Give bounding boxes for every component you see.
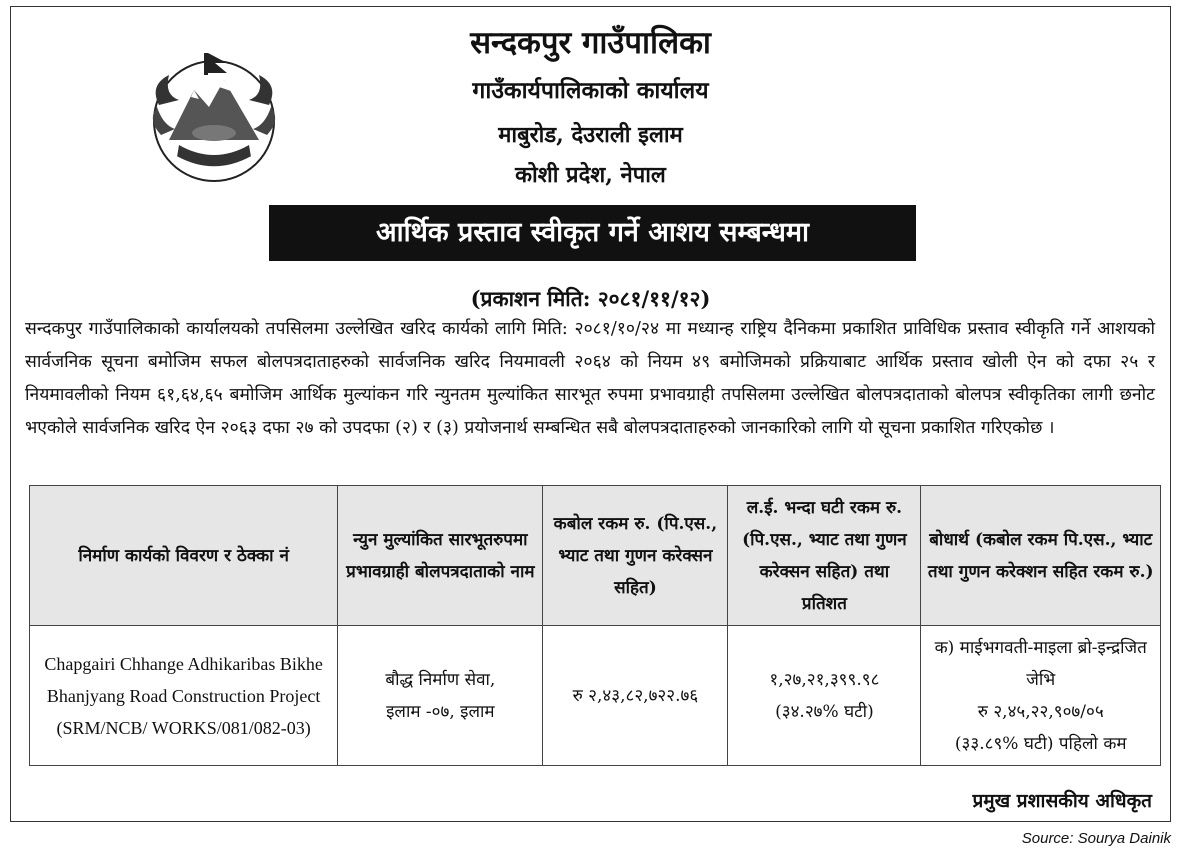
office-name: गाउँकार्यपालिकाको कार्यालय xyxy=(472,77,709,104)
cell-bidder-name: बौद्ध निर्माण सेवा, इलाम -०७, इलाम xyxy=(338,626,543,766)
notice-title: आर्थिक प्रस्ताव स्वीकृत गर्ने आशय सम्बन्धमा xyxy=(269,205,916,261)
table-header-row xyxy=(30,486,1161,626)
table-row xyxy=(30,626,1161,766)
signature-title: प्रमुख प्रशासकीय अधिकृत xyxy=(972,790,1152,812)
cell-below-estimate: १,२७,२१,३९९.९८ (३४.२७% घटी) xyxy=(728,626,921,766)
cell-bid-amount: रु २,४३,८२,७२२.७६ xyxy=(543,626,728,766)
office-address: माबुरोड, देउराली इलाम xyxy=(498,122,683,148)
header-cc: बोधार्थ (कबोल रकम पि.एस., भ्याट तथा गुणन करेक्शन सहित रकम रु.) xyxy=(921,486,1161,626)
source-credit: Source: Sourya Dainik xyxy=(1021,830,1171,847)
header-bid-amount: कबोल रकम रु. (पि.एस., भ्याट तथा गुणन करेक्सन सहित) xyxy=(543,486,728,626)
header-below-estimate: ल.ई. भन्दा घटी रकम रु. (पि.एस., भ्याट तथा गुणन करेक्सन सहित) तथा प्रतिशत xyxy=(728,486,921,626)
notice-body-text: सन्दकपुर गाउँपालिकाको कार्यालयको तपसिलमा उल्लेखित खरिद कार्यको लागि मिति: २०८१/१०/२४ मा मध्यान्ह राष्ट्रिय दैनिकमा प्रकाशित प्राविधिक प्रस्ताव स्वीकृति गर्ने आशयको सार्वजनिक सूचना बमोजिम सफल बोलपत्रदाताहरुको सार्वजनिक खरिद नियमावली २०६४ को नियम ४९ बमोजिमको प्रक्रियाबाट आर्थिक प्रस्ताव खोली ऐन को दफा २५ र नियमावलीको नियम ६१,६४,६५ बमोजिम आर्थिक मुल्यांकन गरि न्युनतम मुल्यांकित सारभूत रुपमा प्रभावग्राही तपसिलमा उल्लेखित बोलपत्रदाताको बोलपत्र स्वीकृतिका लागी छनोट भएकोले सार्वजनिक खरिद ऐन २०६३ दफा २७ को उपदफा (२) र (३) प्रयोजनार्थ सम्बन्धित सबै बोलपत्रदाताहरुको जानकारिको लागि यो सूचना प्रकाशित गरिएकोछ । xyxy=(25,319,1155,438)
notice-document xyxy=(10,6,1171,822)
cell-work-description: Chapgairi Chhange Adhikaribas Bikhe Bhanjyang Road Construction Project (SRM/NCB/ WORKS/081/082-03) xyxy=(30,626,338,766)
cell-cc: क) माईभगवती-माइला ब्रो-इन्द्रजित जेभि रु २,४५,२२,९०७/०५ (३३.८९% घटी) पहिलो कम xyxy=(921,626,1161,766)
header-work-description: निर्माण कार्यको विवरण र ठेक्का नं xyxy=(30,486,338,626)
bid-details-table xyxy=(29,485,1161,766)
municipality-name: सन्दकपुर गाउँपालिका xyxy=(470,25,711,61)
office-province: कोशी प्रदेश, नेपाल xyxy=(515,162,666,188)
publication-date: (प्रकाशन मिति: २०८१/११/१२) xyxy=(470,286,711,311)
header-bidder-name: न्युन मुल्यांकित सारभूतरुपमा प्रभावग्राही बोलपत्रदाताको नाम xyxy=(338,486,543,626)
